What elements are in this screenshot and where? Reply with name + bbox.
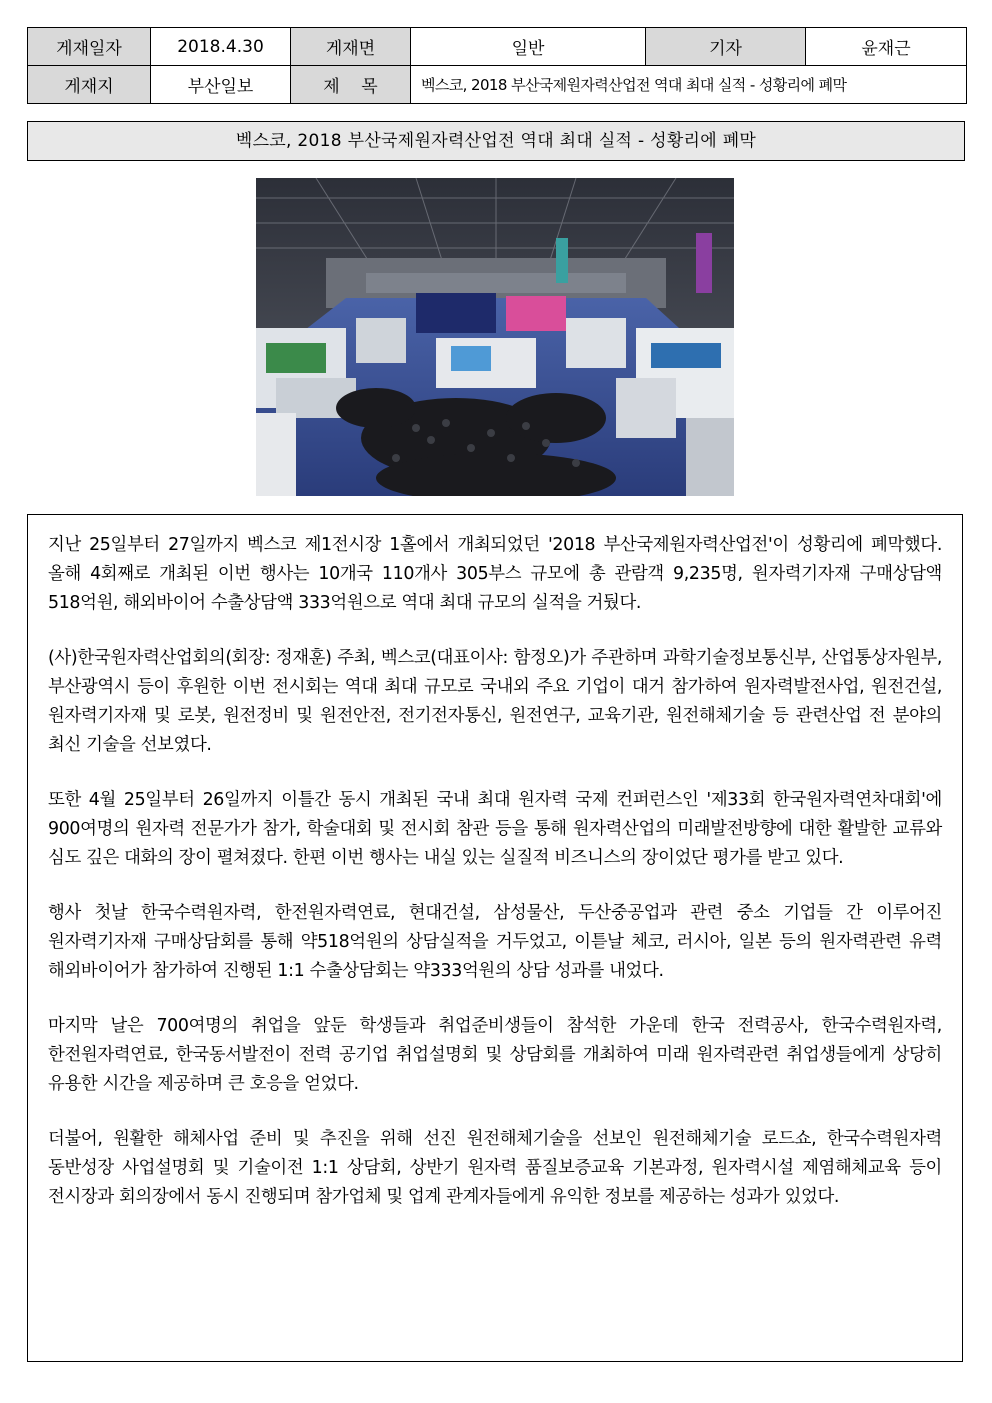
meta-row-2: [28, 66, 967, 104]
date-label: 게재일자: [28, 28, 151, 66]
article-body: [27, 514, 963, 1362]
article-paragraph: 마지막 날은 700여명의 취업을 앞둔 학생들과 취업준비생들이 참석한 가운데 한국 전력공사, 한국수력원자력, 한전원자력연료, 한국동서발전이 전력 공기업 취업설명회 및 상담회를 개최하여 미래 원자력관련 취업생들에게 상당히 유용한 시간을 제공하며 큰 호응을 얻었다.: [48, 1016, 942, 1094]
article-paragraph: 또한 4월 25일부터 26일까지 이틀간 동시 개최된 국내 최대 원자력 국제 컨퍼런스인 '제33회 한국원자력연차대회'에 900여명의 원자력 전문가가 참가, 학술대회 및 전시회 참관 등을 통해 원자력산업의 미래발전방향에 대한 활발한 교류와 심도 깊은 대화의 장이 펼쳐졌다. 한편 이번 행사는 내실 있는 실질적 비즈니스의 장이었단 평가를 받고 있다.: [48, 790, 942, 868]
article-headline: 벡스코, 2018 부산국제원자력산업전 역대 최대 실적 - 성황리에 폐막: [27, 121, 965, 161]
article-paragraph: (사)한국원자력산업회의(회장: 정재훈) 주최, 벡스코(대표이사: 함정오)가 주관하며 과학기술정보통신부, 산업통상자원부, 부산광역시 등이 후원한 이번 전시회는 역대 최대 규모로 국내외 주요 기업이 대거 참가하여 원자력발전사업, 원전건설, 원자력기자재 및 로봇, 원전정비 및 원전안전, 전기전자통신, 원전연구, 교육기관, 원전해체기술 등 관련산업 전 분야의 최신 기술을 선보였다.: [48, 648, 942, 755]
article-paragraph: 더불어, 원활한 해체사업 준비 및 추진을 위해 선진 원전해체기술을 선보인 원전해체기술 로드쇼, 한국수력원자력 동반성장 사업설명회 및 기술이전 1:1 상담회, 상반기 원자력 품질보증교육 기본과정, 원자력시설 제염해체교육 등이 전시장과 회의장에서 동시 진행되며 참가업체 및 업계 관계자들에게 유익한 정보를 제공하는 성과가 있었다.: [48, 1129, 942, 1207]
exhibition-hall-photo: [256, 178, 734, 496]
article-paragraph: 행사 첫날 한국수력원자력, 한전원자력연료, 현대건설, 삼성물산, 두산중공업과 관련 중소 기업들 간 이루어진 원자력기자재 구매상담회를 통해 약518억원의 상담실적을 거두었고, 이튿날 체코, 러시아, 일본 등의 원자력관련 유력 해외바이어가 참가하여 진행된 1:1 수출상담회는 약333억원의 상담 성과를 내었다.: [48, 903, 942, 981]
section-value: 일반: [411, 28, 646, 66]
reporter-value: 윤재근: [806, 28, 967, 66]
article-paragraph: 지난 25일부터 27일까지 벡스코 제1전시장 1홀에서 개최되었던 '2018 부산국제원자력산업전'이 성황리에 폐막했다. 올해 4회째로 개최된 이번 행사는 10개국 110개사 305부스 규모에 총 관람객 9,235명, 원자력기자재 구매상담액 518억원, 해외바이어 수출상담액 333억원으로 역대 최대 규모의 실적을 거뒀다.: [48, 535, 942, 613]
meta-row-1: [28, 28, 967, 66]
publication-value: 부산일보: [151, 66, 291, 104]
article-meta-table: [27, 27, 967, 104]
publication-label: 게재지: [28, 66, 151, 104]
title-label: 제 목: [291, 66, 411, 104]
reporter-label: 기자: [646, 28, 806, 66]
section-label: 게재면: [291, 28, 411, 66]
date-value: 2018.4.30: [151, 28, 291, 66]
title-value: 벡스코, 2018 부산국제원자력산업전 역대 최대 실적 - 성황리에 폐막: [411, 66, 967, 104]
